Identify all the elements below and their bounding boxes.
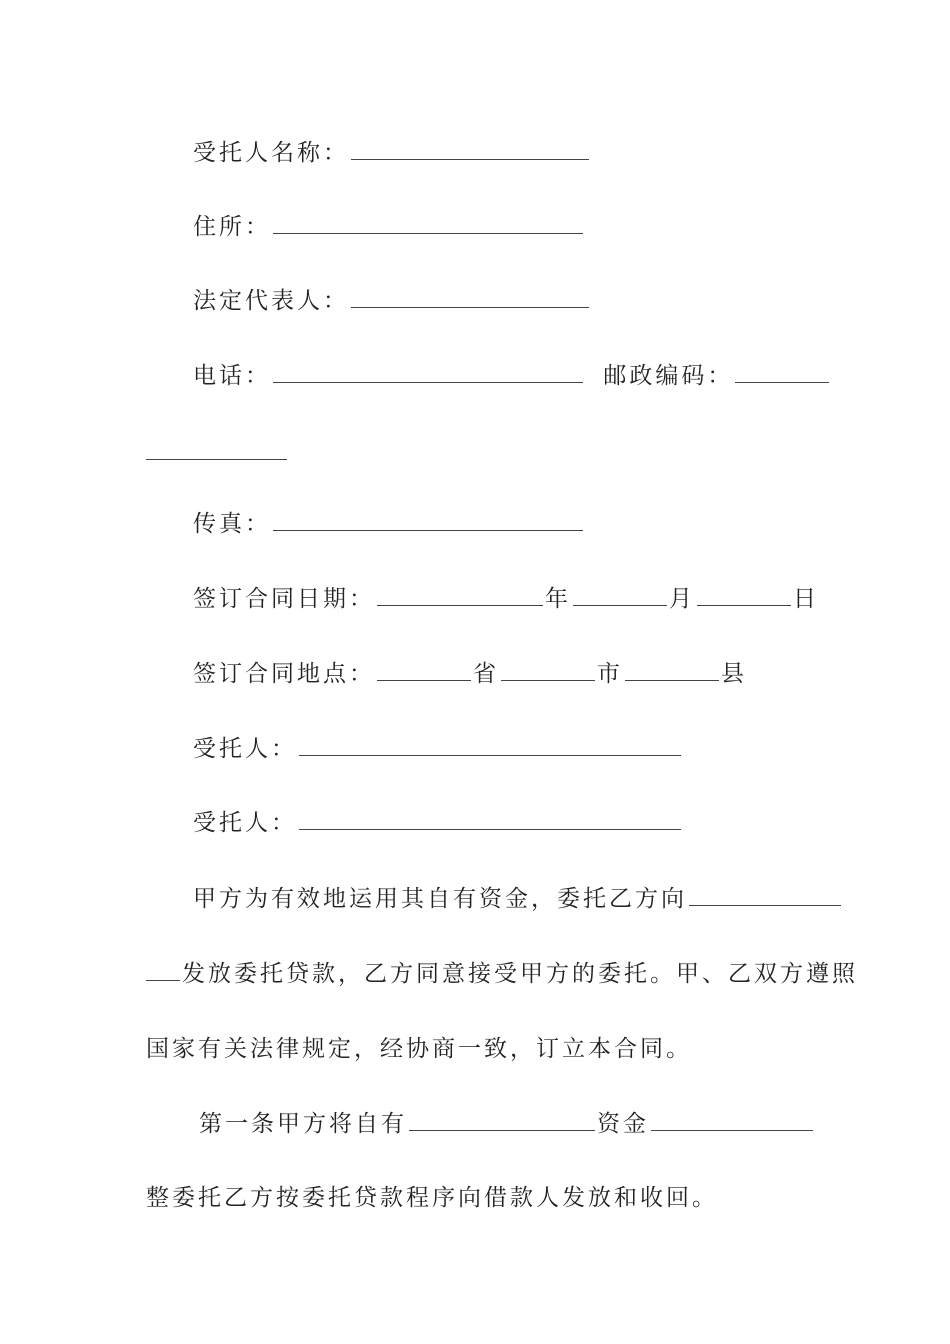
paragraph-text-3: 国家有关法律规定，经协商一致，订立本合同。 xyxy=(146,1036,692,1062)
address-row xyxy=(193,212,585,242)
article-1-line-1 xyxy=(199,1109,815,1139)
postcode-blank-continued[interactable] xyxy=(146,459,287,460)
trustee-row-1 xyxy=(193,734,683,764)
phone-label: 电话： xyxy=(193,363,271,389)
trustee-blank-1[interactable] xyxy=(299,735,681,756)
day-blank[interactable] xyxy=(697,585,791,606)
trustee-name-blank[interactable] xyxy=(351,139,589,160)
sign-place-row xyxy=(193,659,747,689)
city-label: 市 xyxy=(597,661,623,687)
fund-amount-blank[interactable] xyxy=(651,1110,813,1131)
city-blank[interactable] xyxy=(501,660,595,681)
month-blank[interactable] xyxy=(573,585,667,606)
borrower-blank[interactable] xyxy=(689,885,841,906)
trustee-label-1: 受托人： xyxy=(193,736,297,762)
trustee-name-label: 受托人名称： xyxy=(193,140,349,166)
sign-place-label: 签订合同地点： xyxy=(193,661,375,687)
sign-date-row xyxy=(193,584,819,614)
sign-date-label: 签订合同日期： xyxy=(193,586,375,612)
trustee-blank-2[interactable] xyxy=(299,809,681,830)
paragraph-line-2 xyxy=(146,959,858,989)
phone-row xyxy=(193,361,831,391)
trustee-name-row xyxy=(193,138,591,168)
address-blank[interactable] xyxy=(273,213,583,234)
fax-label: 传真： xyxy=(193,511,271,537)
borrower-blank-continued[interactable] xyxy=(146,960,180,981)
legal-rep-row xyxy=(193,286,591,316)
legal-rep-blank[interactable] xyxy=(351,287,589,308)
article-1-prefix: 第一条甲方将自有 xyxy=(199,1111,407,1137)
county-blank[interactable] xyxy=(625,660,719,681)
day-label: 日 xyxy=(793,586,819,612)
article-1-text-2: 整委托乙方按委托贷款程序向借款人发放和收回。 xyxy=(146,1185,718,1211)
province-blank[interactable] xyxy=(377,660,471,681)
trustee-row-2 xyxy=(193,808,683,838)
article-1-funds-label: 资金 xyxy=(597,1111,649,1137)
paragraph-line-1 xyxy=(193,884,843,914)
fax-row xyxy=(193,509,585,539)
paragraph-text-2: 发放委托贷款，乙方同意接受甲方的委托。甲、乙双方遵照 xyxy=(182,961,858,987)
fund-type-blank[interactable] xyxy=(409,1110,595,1131)
month-label: 月 xyxy=(669,586,695,612)
year-label: 年 xyxy=(545,586,571,612)
article-1-line-2 xyxy=(146,1183,718,1213)
fax-blank[interactable] xyxy=(273,510,583,531)
province-label: 省 xyxy=(473,661,499,687)
paragraph-text-1: 甲方为有效地运用其自有资金，委托乙方向 xyxy=(193,886,687,912)
address-label: 住所： xyxy=(193,214,271,240)
phone-blank[interactable] xyxy=(273,362,583,383)
postcode-blank[interactable] xyxy=(735,362,829,383)
legal-rep-label: 法定代表人： xyxy=(193,288,349,314)
trustee-label-2: 受托人： xyxy=(193,810,297,836)
paragraph-line-3 xyxy=(146,1034,692,1064)
year-blank[interactable] xyxy=(377,585,543,606)
county-label: 县 xyxy=(721,661,747,687)
postcode-label: 邮政编码： xyxy=(603,363,734,389)
